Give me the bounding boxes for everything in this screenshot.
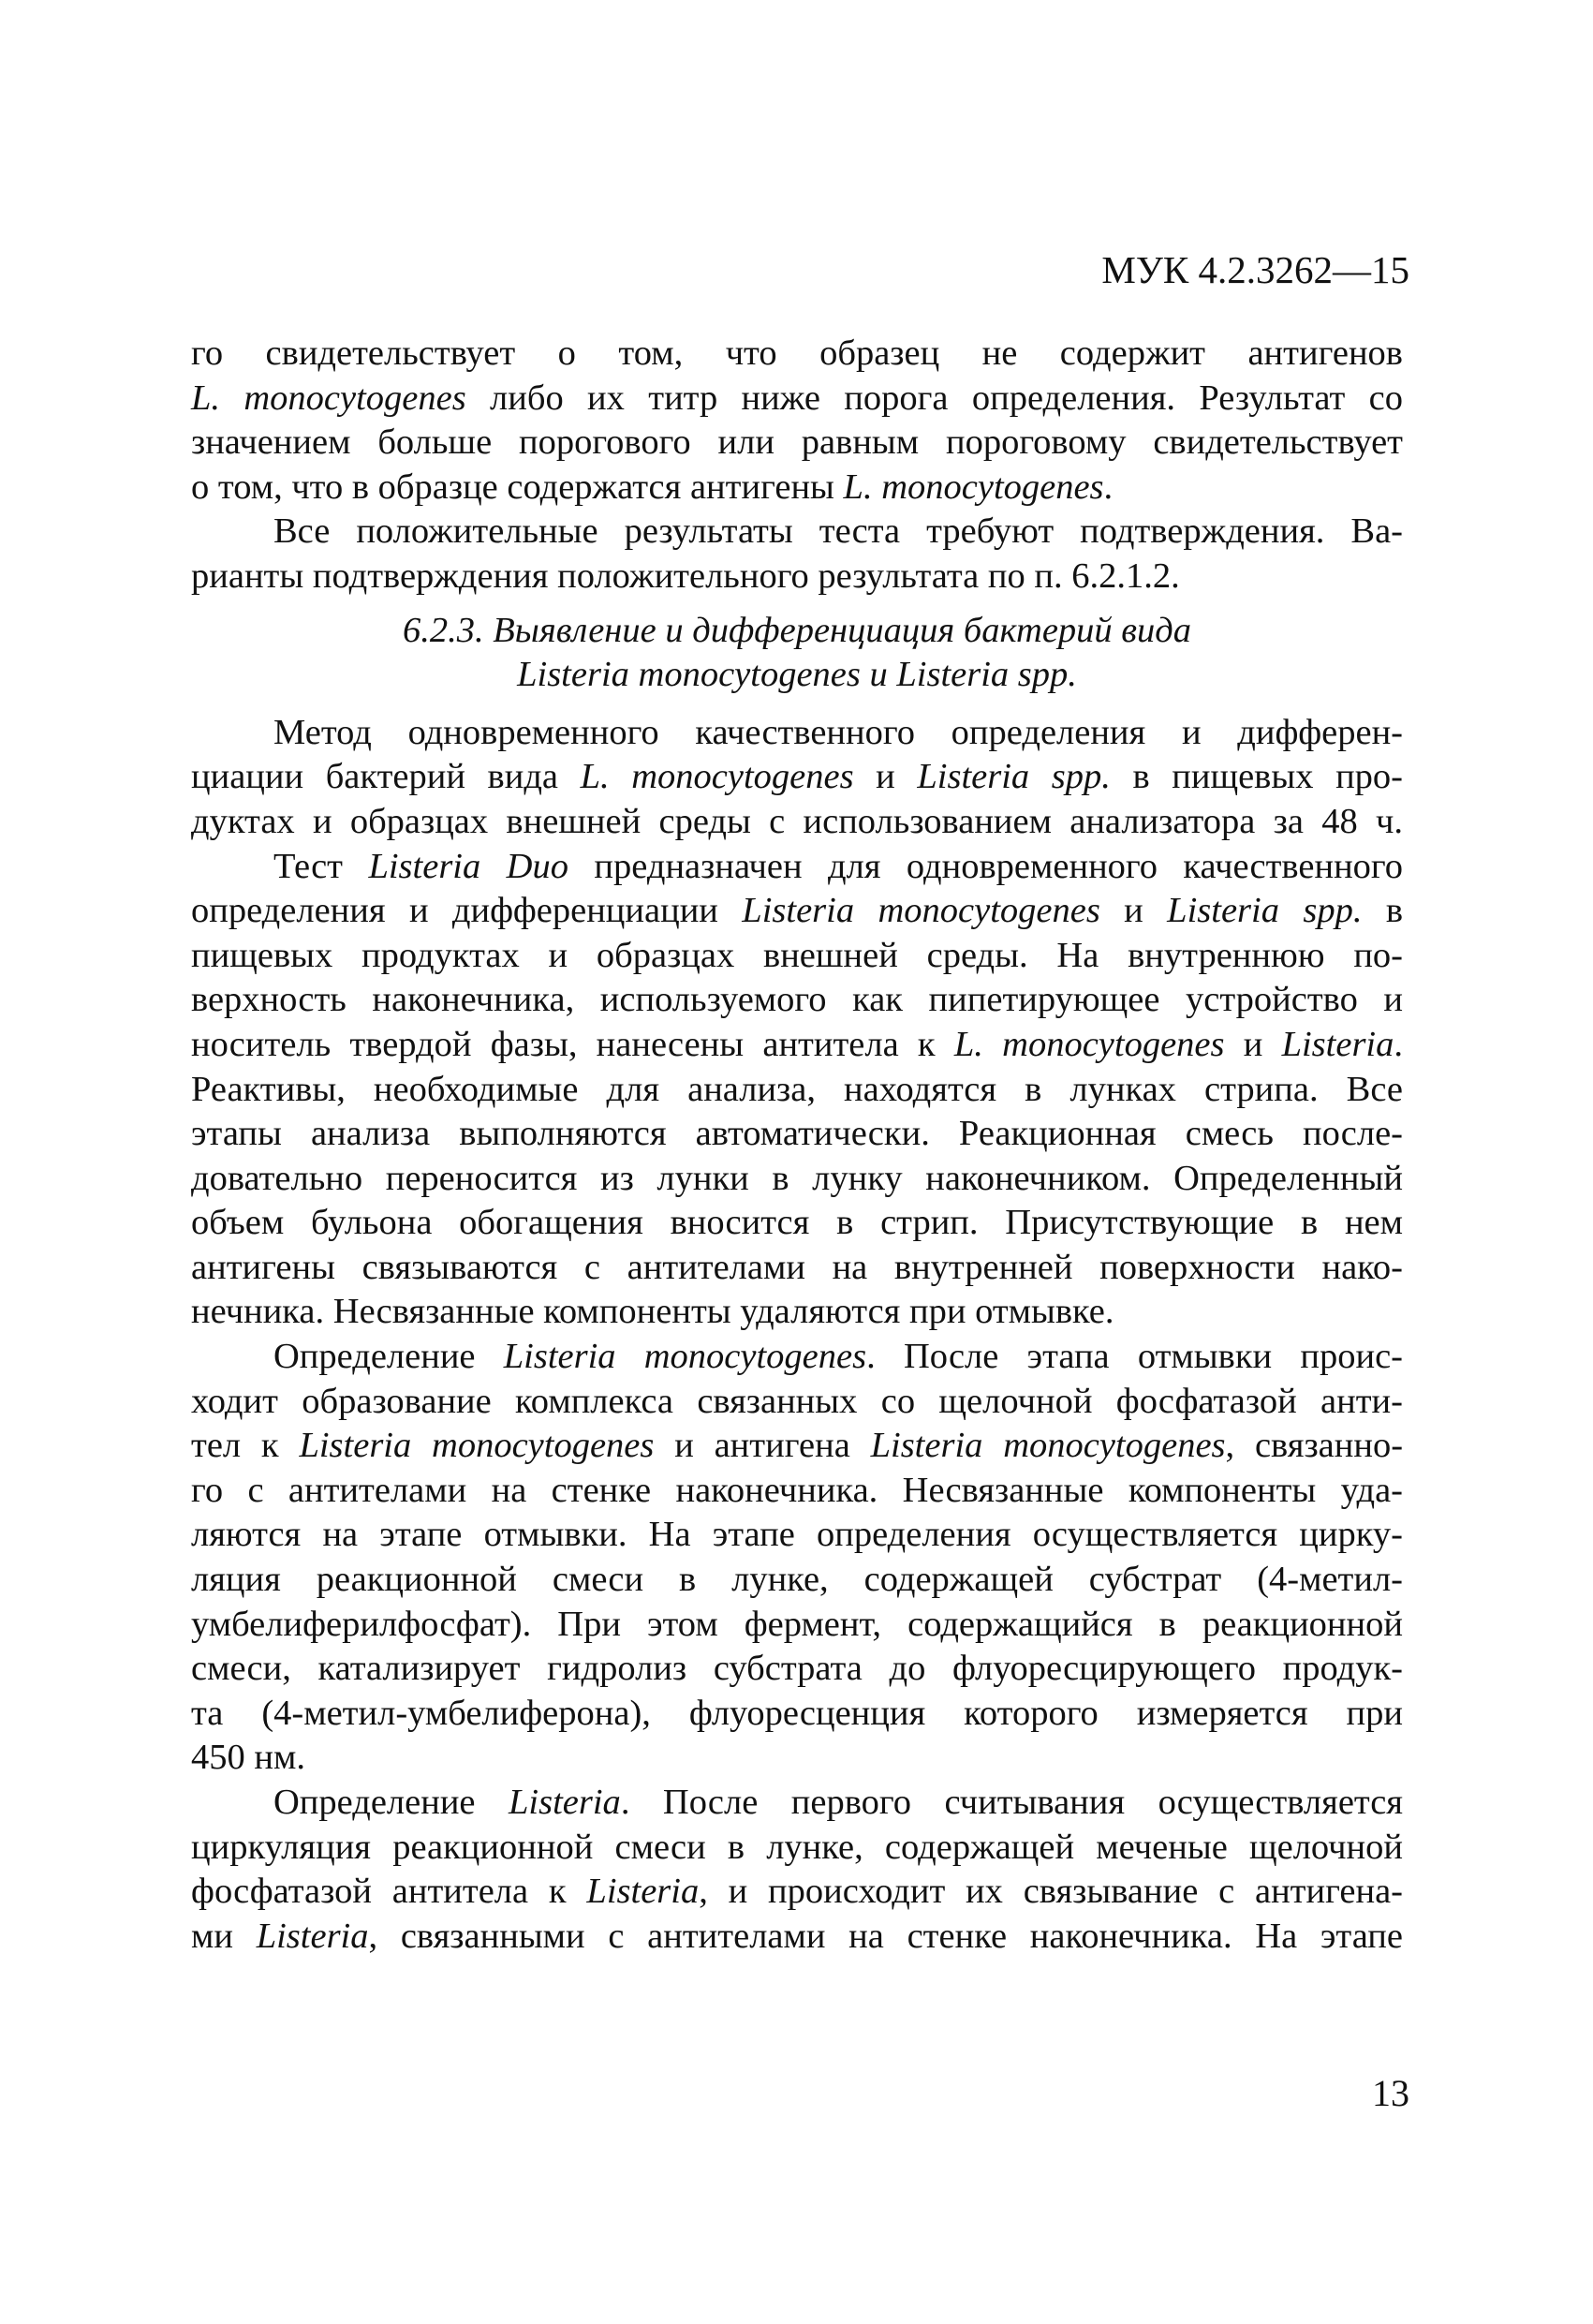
section-heading-line: Listeria monocytogenes и Listeria spp.: [517, 655, 1077, 695]
text-line: объем бульона обогащения вносится в стрип. Присутствующие в нем: [191, 1203, 1403, 1243]
text-line: о том, что в образце содержатся антигены L. monocytogenes.: [191, 466, 1114, 507]
text-line: циркуляция реакционной смеси в лунке, содержащей меченые щелочной: [191, 1827, 1403, 1867]
text-line: ми Listeria, связанными с антителами на стенке наконечника. На этапе: [191, 1916, 1403, 1956]
text-line: ляются на этапе отмывки. На этапе определения осуществляется цирку-: [191, 1515, 1403, 1555]
text-line: Определение Listeria monocytogenes. После этапа отмывки проис-: [273, 1337, 1403, 1377]
text-line: смеси, катализирует гидролиз субстрата до флуоресцирующего продук-: [191, 1649, 1403, 1689]
text-line: та (4-метил-умбелиферона), флуоресценция которого измеряется при: [191, 1693, 1403, 1733]
page-number: 13: [1372, 2072, 1409, 2114]
text-line: пищевых продуктах и образцах внешней среды. На внутреннюю по-: [191, 935, 1403, 975]
paragraph-4: [191, 845, 1403, 1336]
text-line: Тест Listeria Duo предназначен для одновременного качественного: [273, 846, 1404, 886]
document-code-header: МУК 4.2.3262—15: [1101, 248, 1409, 291]
page-body: [191, 332, 1403, 1959]
paragraph-2: [191, 510, 1403, 599]
text-line: умбелиферилфосфат). При этом фермент, содержащийся в реакционной: [191, 1604, 1403, 1644]
section-heading-line: 6.2.3. Выявление и дифференциация бактерий вида: [403, 610, 1191, 650]
text-line: ляция реакционной смеси в лунке, содержащей субстрат (4-метил-: [191, 1560, 1403, 1600]
text-line: го свидетельствует о том, что образец не содержит антигенов: [191, 333, 1403, 373]
text-line: Все положительные результаты теста требуют подтверждения. Ва-: [273, 511, 1403, 552]
text-line: антигены связываются с антителами на внутренней поверхности нако-: [191, 1247, 1403, 1287]
paragraph-5: [191, 1335, 1403, 1781]
text-line: дуктах и образцах внешней среды с использованием анализатора за 48 ч.: [191, 801, 1403, 841]
text-line: циации бактерий вида L. monocytogenes и Listeria spp. в пищевых про-: [191, 757, 1403, 797]
text-line: носитель твердой фазы, нанесены антитела к L. monocytogenes и Listeria.: [191, 1024, 1403, 1064]
text-line: ходит образование комплекса связанных со щелочной фосфатазой анти-: [191, 1381, 1403, 1421]
text-line: го с антителами на стенке наконечника. Несвязанные компоненты уда-: [191, 1470, 1403, 1510]
text-line: Определение Listeria. После первого считывания осуществляется: [273, 1783, 1403, 1822]
text-line: рианты подтверждения положительного результата по п. 6.2.1.2.: [191, 555, 1180, 596]
text-line: фосфатазой антитела к Listeria, и происходит их связывание с антигена-: [191, 1872, 1403, 1912]
text-line: значением больше порогового или равным пороговому свидетельствует: [191, 422, 1403, 463]
text-line: довательно переносится из лунки в лунку наконечником. Определенный: [191, 1158, 1403, 1198]
text-line: верхность наконечника, используемого как пипетирующее устройство и: [191, 980, 1403, 1020]
paragraph-3: [191, 711, 1403, 845]
text-line: определения и дифференциации Listeria monocytogenes и Listeria spp. в: [191, 891, 1404, 931]
text-line: Метод одновременного качественного определения и дифферен-: [273, 712, 1403, 752]
text-line: Реактивы, необходимые для анализа, находятся в лунках стрипа. Все: [191, 1069, 1403, 1109]
section-heading: [191, 609, 1403, 698]
text-line: этапы анализа выполняются автоматически. Реакционная смесь после-: [191, 1114, 1403, 1154]
text-line: L. monocytogenes либо их титр ниже порога определения. Результат со: [191, 377, 1404, 418]
text-line: нечника. Несвязанные компоненты удаляются при отмывке.: [191, 1292, 1114, 1332]
paragraph-6: [191, 1781, 1403, 1959]
text-line: тел к Listeria monocytogenes и антигена Listeria monocytogenes, связанно-: [191, 1426, 1404, 1466]
paragraph-1: [191, 332, 1403, 510]
text-line: 450 нм.: [191, 1738, 305, 1778]
